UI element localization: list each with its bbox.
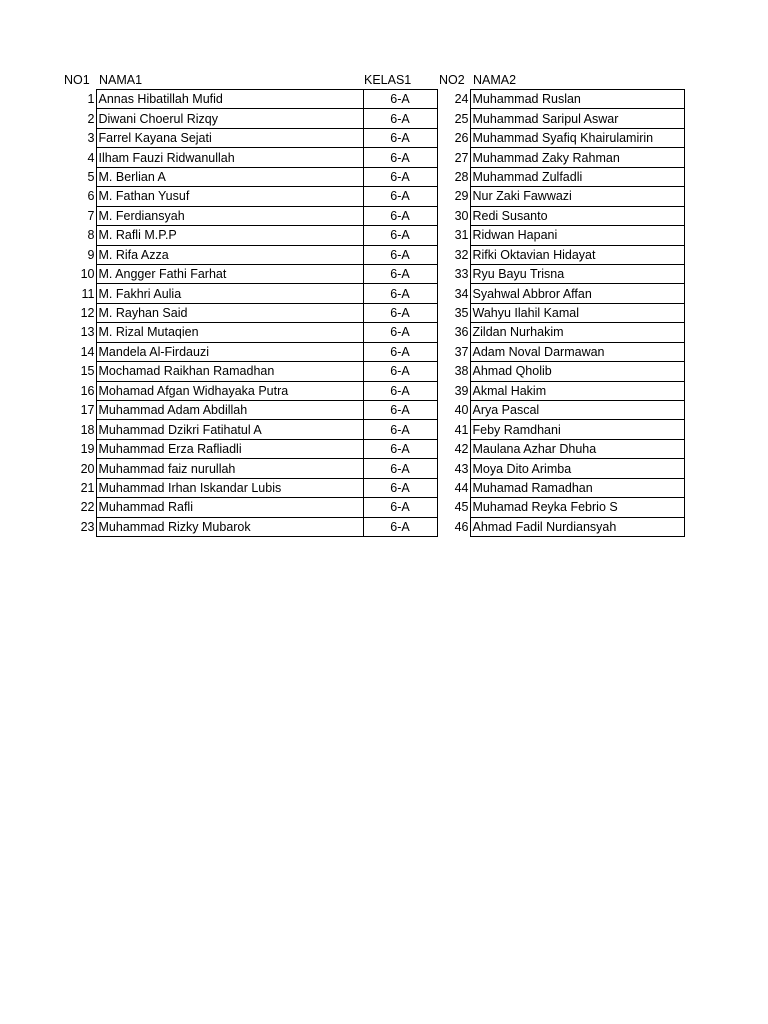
row-number: 36: [454, 325, 469, 340]
student-name: Ridwan Hapani: [470, 226, 684, 245]
student-class: 6-A: [363, 323, 437, 342]
table-row: [64, 362, 437, 381]
student-name: Ahmad Fadil Nurdiansyah: [470, 517, 684, 536]
row-number: 39: [454, 383, 469, 398]
table-row: [64, 284, 437, 303]
row-number: 37: [454, 344, 469, 359]
table-row: [437, 401, 684, 420]
row-number: 42: [454, 442, 469, 457]
student-class: 6-A: [363, 128, 437, 147]
row-number: 19: [80, 442, 95, 457]
student-class: 6-A: [363, 109, 437, 128]
table-row: [64, 517, 437, 536]
student-class: 6-A: [363, 148, 437, 167]
row-number: 21: [80, 480, 95, 495]
table-row: [437, 362, 684, 381]
student-class: 6-A: [363, 420, 437, 439]
student-class: 6-A: [363, 517, 437, 536]
row-number: 8: [87, 228, 95, 243]
row-number: 2: [87, 111, 95, 126]
row-number: 46: [454, 519, 469, 534]
student-name: Syahwal Abbror Affan: [470, 284, 684, 303]
row-number: 11: [81, 286, 95, 301]
table-row: [437, 420, 684, 439]
table-row: [437, 303, 684, 322]
row-number: 45: [454, 500, 469, 515]
table-row: [64, 303, 437, 322]
table-row: [64, 226, 437, 245]
table-row: [437, 109, 684, 128]
row-number: 27: [454, 150, 469, 165]
student-table-right: [437, 89, 685, 537]
table-row: [437, 226, 684, 245]
row-number: 10: [80, 267, 95, 282]
table-row: [64, 148, 437, 167]
student-class: 6-A: [363, 459, 437, 478]
student-class: 6-A: [363, 187, 437, 206]
student-table-left: [64, 89, 438, 537]
student-name: Zildan Nurhakim: [470, 323, 684, 342]
row-number: 15: [80, 364, 95, 379]
row-number: 20: [80, 461, 95, 476]
table-row: [437, 90, 684, 109]
student-name: M. Fakhri Aulia: [96, 284, 363, 303]
row-number: 30: [454, 208, 469, 223]
student-name: Muhammad Irhan Iskandar Lubis: [96, 478, 363, 497]
student-name: M. Rayhan Said: [96, 303, 363, 322]
table-row: [437, 167, 684, 186]
header-nama1: NAMA1: [99, 73, 143, 87]
student-name: Ahmad Qholib: [470, 362, 684, 381]
student-name: Moya Dito Arimba: [470, 459, 684, 478]
table-row: [64, 401, 437, 420]
row-number: 22: [80, 500, 95, 515]
table-row: [64, 498, 437, 517]
row-number: 31: [454, 228, 469, 243]
table-row: [437, 284, 684, 303]
row-number: 14: [80, 344, 95, 359]
table-row: [64, 167, 437, 186]
student-name: Feby Ramdhani: [470, 420, 684, 439]
row-number: 43: [454, 461, 469, 476]
student-name: Muhammad Dzikri Fatihatul A: [96, 420, 363, 439]
table-row: [437, 148, 684, 167]
row-number: 9: [87, 247, 95, 262]
table-row: [64, 459, 437, 478]
student-name: Akmal Hakim: [470, 381, 684, 400]
row-number: 18: [80, 422, 95, 437]
student-class: 6-A: [363, 226, 437, 245]
student-class: 6-A: [363, 303, 437, 322]
table-row: [64, 206, 437, 225]
student-name: Rifki Oktavian Hidayat: [470, 245, 684, 264]
row-number: 33: [454, 267, 469, 282]
student-class: 6-A: [363, 478, 437, 497]
row-number: 41: [454, 422, 469, 437]
row-number: 6: [87, 189, 95, 204]
table-row: [437, 128, 684, 147]
student-name: Maulana Azhar Dhuha: [470, 439, 684, 458]
student-name: Ryu Bayu Trisna: [470, 264, 684, 283]
student-name: Redi Susanto: [470, 206, 684, 225]
row-number: 44: [454, 480, 469, 495]
header-kelas1: KELAS1: [364, 73, 412, 87]
row-number: 4: [87, 150, 95, 165]
student-name: Mohamad Afgan Widhayaka Putra: [96, 381, 363, 400]
student-class: 6-A: [363, 245, 437, 264]
student-name: Muhammad Rafli: [96, 498, 363, 517]
header-nama2: NAMA2: [473, 73, 517, 87]
student-name: Muhammad Zaky Rahman: [470, 148, 684, 167]
row-number: 12: [80, 306, 95, 321]
table-row: [437, 517, 684, 536]
student-class: 6-A: [363, 362, 437, 381]
row-number: 13: [80, 325, 95, 340]
table-row: [64, 478, 437, 497]
table-row: [437, 264, 684, 283]
student-name: M. Rizal Mutaqien: [96, 323, 363, 342]
student-name: Muhammad Zulfadli: [470, 167, 684, 186]
row-number: 26: [454, 131, 469, 146]
student-name: Muhamad Ramadhan: [470, 478, 684, 497]
student-class: 6-A: [363, 439, 437, 458]
table-row: [437, 478, 684, 497]
row-number: 1: [87, 92, 95, 107]
table-row: [437, 498, 684, 517]
student-name: M. Berlian A: [96, 167, 363, 186]
student-name: Wahyu Ilahil Kamal: [470, 303, 684, 322]
row-number: 29: [454, 189, 469, 204]
row-number: 16: [80, 383, 95, 398]
table-row: [437, 206, 684, 225]
student-name: M. Fathan Yusuf: [96, 187, 363, 206]
row-number: 34: [454, 286, 469, 301]
student-name: Diwani Choerul Rizqy: [96, 109, 363, 128]
table-row: [64, 264, 437, 283]
student-name: Muhammad Ruslan: [470, 90, 684, 109]
row-number: 7: [87, 208, 95, 223]
table-row: [437, 381, 684, 400]
table-row: [64, 245, 437, 264]
student-name: M. Rafli M.P.P: [96, 226, 363, 245]
row-number: 3: [87, 131, 95, 146]
table-row: [64, 342, 437, 361]
table-row: [64, 381, 437, 400]
row-number: 25: [454, 111, 469, 126]
table-row: [437, 245, 684, 264]
table-row: [437, 459, 684, 478]
student-class: 6-A: [363, 264, 437, 283]
student-name: M. Ferdiansyah: [96, 206, 363, 225]
student-name: Muhamad Reyka Febrio S: [470, 498, 684, 517]
table-row: [64, 187, 437, 206]
student-name: Muhammad faiz nurullah: [96, 459, 363, 478]
row-number: 35: [454, 306, 469, 321]
student-name: Ilham Fauzi Ridwanullah: [96, 148, 363, 167]
row-number: 38: [454, 364, 469, 379]
student-class: 6-A: [363, 342, 437, 361]
student-name: Muhammad Rizky Mubarok: [96, 517, 363, 536]
student-class: 6-A: [363, 381, 437, 400]
student-class: 6-A: [363, 284, 437, 303]
row-number: 17: [80, 403, 95, 418]
table-row: [64, 420, 437, 439]
student-class: 6-A: [363, 401, 437, 420]
table-row: [64, 109, 437, 128]
row-number: 40: [454, 403, 469, 418]
student-class: 6-A: [363, 498, 437, 517]
table-row: [437, 323, 684, 342]
student-name: Mandela Al-Firdauzi: [96, 342, 363, 361]
table-row: [437, 187, 684, 206]
student-name: Muhammad Saripul Aswar: [470, 109, 684, 128]
table-row: [64, 439, 437, 458]
student-name: Farrel Kayana Sejati: [96, 128, 363, 147]
student-class: 6-A: [363, 206, 437, 225]
row-number: 23: [80, 519, 95, 534]
row-number: 32: [454, 247, 469, 262]
student-name: Muhammad Adam Abdillah: [96, 401, 363, 420]
student-name: M. Rifa Azza: [96, 245, 363, 264]
student-name: Adam Noval Darmawan: [470, 342, 684, 361]
table-row: [64, 128, 437, 147]
row-number: 28: [454, 169, 469, 184]
student-class: 6-A: [363, 90, 437, 109]
row-number: 24: [454, 92, 469, 107]
student-name: M. Angger Fathi Farhat: [96, 264, 363, 283]
student-name: Nur Zaki Fawwazi: [470, 187, 684, 206]
table-row: [437, 439, 684, 458]
header-no1: NO1: [64, 73, 90, 87]
student-name: Muhammad Erza Rafliadli: [96, 439, 363, 458]
student-name: Arya Pascal: [470, 401, 684, 420]
student-name: Muhammad Syafiq Khairulamirin: [470, 128, 684, 147]
table-row: [437, 342, 684, 361]
table-row: [64, 90, 437, 109]
header-no2: NO2: [439, 73, 465, 87]
row-number: 5: [87, 169, 95, 184]
student-name: Mochamad Raikhan Ramadhan: [96, 362, 363, 381]
student-name: Annas Hibatillah Mufid: [96, 90, 363, 109]
student-class: 6-A: [363, 167, 437, 186]
table-row: [64, 323, 437, 342]
